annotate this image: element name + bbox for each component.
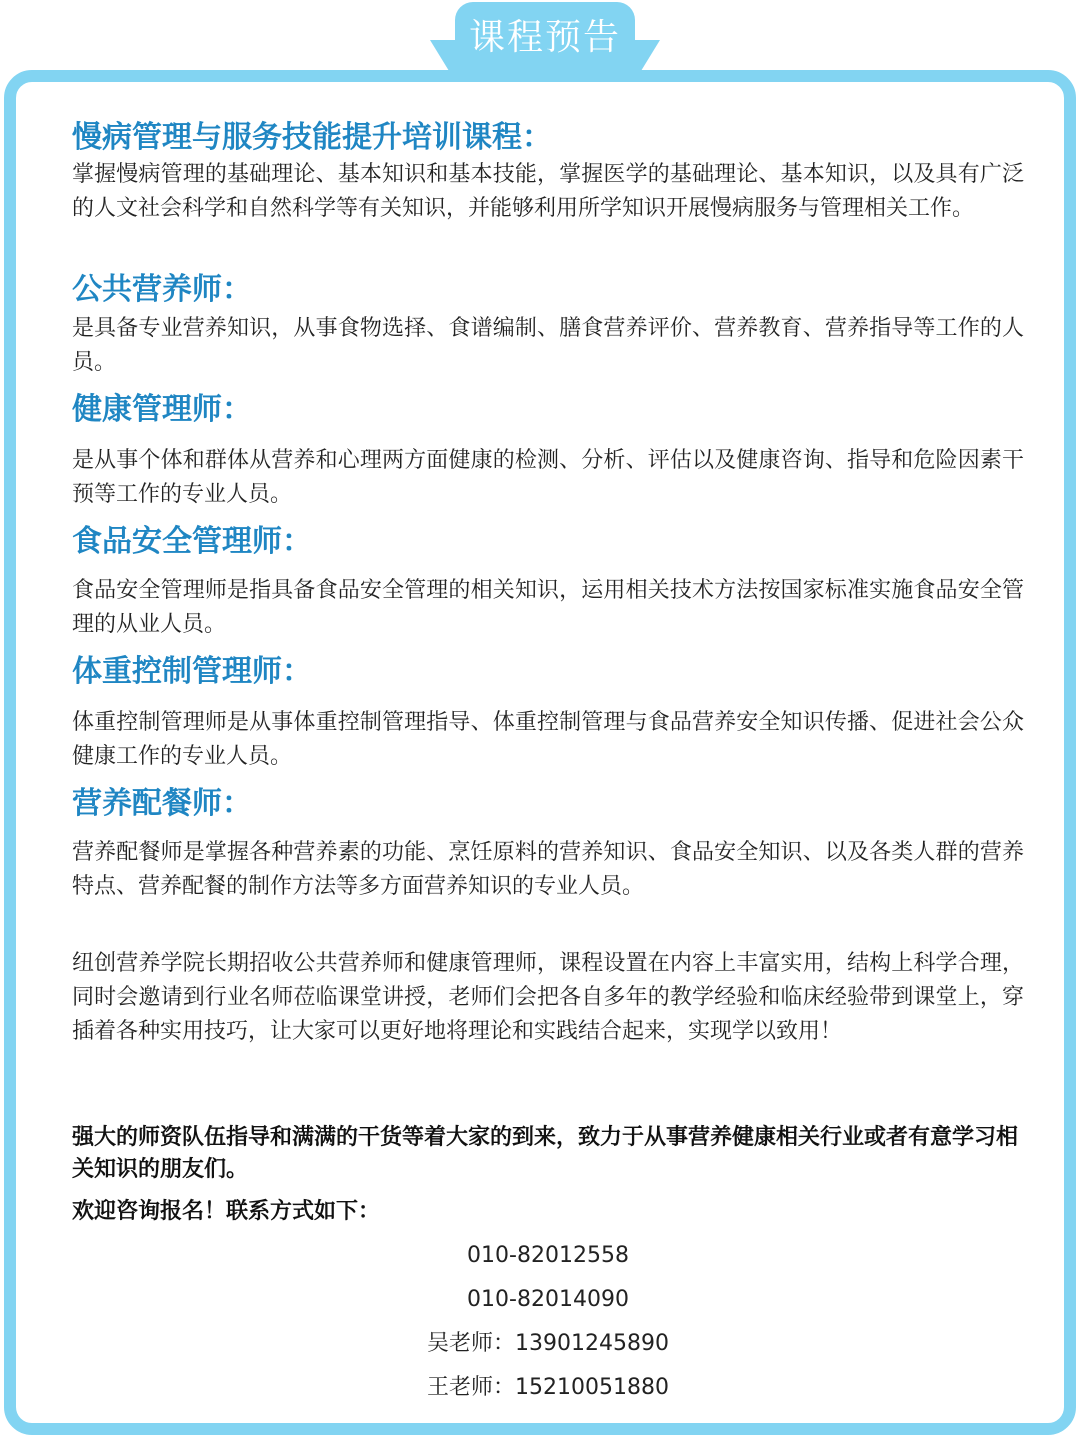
section-description-health-manager: 是从事个体和群体从营养和心理两方面健康的检测、分析、评估以及健康咨询、指导和危险因素干预等工作的专业人员。: [72, 448, 1024, 507]
section-description-weight-control: 体重控制管理师是从事体重控制管理指导、体重控制管理与食品营养安全知识传播、促进社会公众健康工作的专业人员。: [72, 710, 1024, 769]
contact-invitation: 欢迎咨询报名！联系方式如下：: [72, 1199, 381, 1224]
contact-phone-1: 010-82012558: [467, 1243, 629, 1268]
section-description-food-safety: 食品安全管理师是指具备食品安全管理的相关知识，运用相关技术方法按国家标准实施食品安全管理的从业人员。: [72, 578, 1024, 637]
section-heading-chronic-disease: 慢病管理与服务技能提升培训课程：: [72, 120, 552, 155]
section-heading-food-safety: 食品安全管理师：: [72, 524, 312, 559]
section-heading-weight-control: 体重控制管理师：: [72, 654, 312, 689]
section-description-nutrition-catering: 营养配餐师是掌握各种营养素的功能、烹饪原料的营养知识、食品安全知识、以及各类人群的营养特点、营养配餐的制作方法等多方面营养知识的专业人员。: [72, 840, 1024, 899]
section-heading-nutrition-catering: 营养配餐师：: [72, 786, 252, 821]
closing-statement: 强大的师资队伍指导和满满的干货等着大家的到来，致力于从事营养健康相关行业或者有意学习相关知识的朋友们。: [72, 1125, 1019, 1182]
section-heading-health-manager: 健康管理师：: [72, 392, 252, 427]
section-description-chronic-disease: 掌握慢病管理的基础理论、基本知识和基本技能，掌握医学的基础理论、基本知识，以及具有广泛的人文社会科学和自然科学等有关知识，并能够利用所学知识开展慢病服务与管理相关工作。: [72, 162, 1024, 221]
page-title: 课程预告: [455, 2, 635, 66]
contact-phone-2: 010-82014090: [467, 1287, 629, 1312]
intro-paragraph: 纽创营养学院长期招收公共营养师和健康管理师，课程设置在内容上丰富实用，结构上科学合理，同时会邀请到行业名师莅临课堂讲授，老师们会把各自多年的教学经验和临床经验带到课堂上，穿插着各种实用技巧，让大家可以更好地将理论和实践结合起来，实现学以致用！: [72, 951, 1024, 1044]
section-description-public-nutritionist: 是具备专业营养知识，从事食物选择、食谱编制、膳食营养评价、营养教育、营养指导等工作的人员。: [72, 316, 1024, 375]
contact-teacher-wang: 王老师：15210051880: [427, 1375, 669, 1400]
contact-teacher-wu: 吴老师：13901245890: [427, 1331, 669, 1356]
section-heading-public-nutritionist: 公共营养师：: [72, 272, 252, 307]
